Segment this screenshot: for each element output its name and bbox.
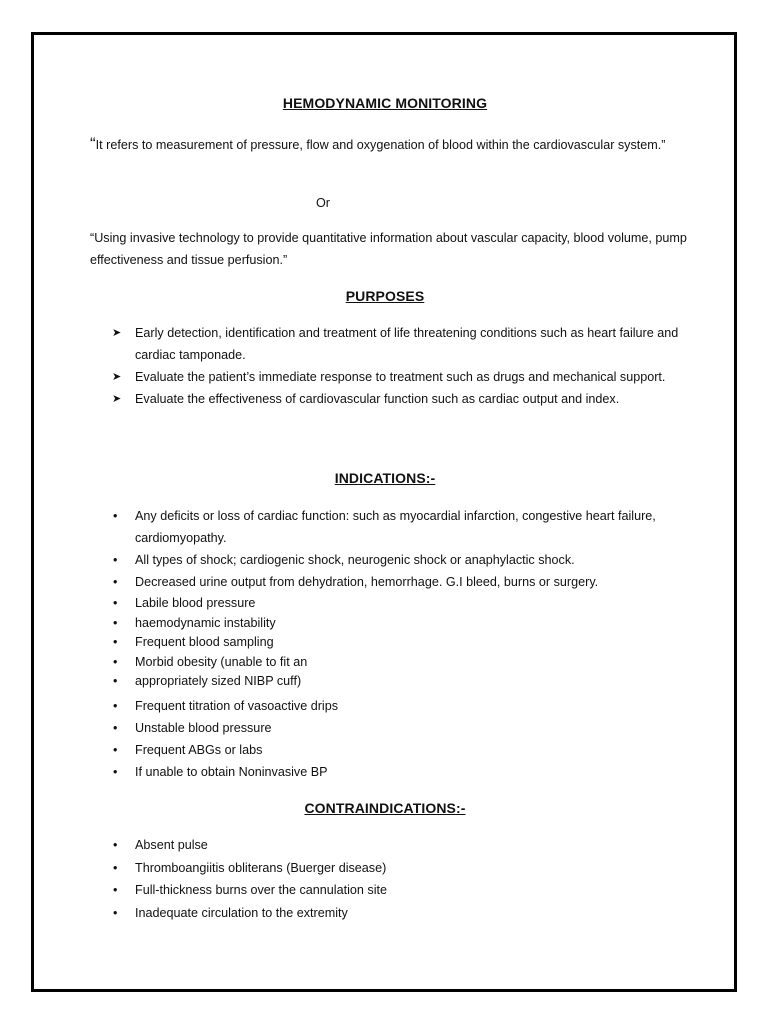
indications-heading: INDICATIONS:- [334, 470, 436, 486]
contraindications-heading: CONTRAINDICATIONS:- [304, 800, 466, 816]
list-item: • Frequent ABGs or labs [90, 739, 690, 761]
list-item: • Decreased urine output from dehydration, hemorrhage. G.I bleed, burns or surgery. [90, 571, 690, 593]
bullet-icon: • [113, 764, 118, 779]
definition-paragraph-1 [90, 133, 690, 156]
bullet-icon: • [113, 553, 118, 567]
bullet-icon: • [113, 742, 118, 757]
list-item: • appropriately sized NIBP cuff) [90, 672, 690, 692]
arrow-bullet-icon: ➤ [112, 371, 122, 383]
bullet-icon: • [113, 698, 118, 713]
bullet-icon: • [113, 509, 118, 523]
list-item: • haemodynamic instability [90, 614, 690, 634]
bullet-icon: • [113, 615, 118, 630]
bullet-icon: • [113, 860, 118, 875]
or-separator: Or [316, 196, 330, 210]
list-item: • Labile blood pressure [90, 594, 690, 614]
purposes-list [90, 322, 690, 410]
bullet-icon: • [113, 883, 118, 897]
bullet-icon: • [113, 674, 118, 688]
bullet-icon: • [113, 575, 118, 589]
arrow-bullet-icon: ➤ [112, 393, 122, 405]
list-item: • Inadequate circulation to the extremity [90, 902, 690, 925]
contraindications-list [90, 834, 690, 924]
list-item: • Full-thickness burns over the cannulation site [90, 879, 690, 902]
definition-paragraph-2: “Using invasive technology to provide quantitative information about vascular capacity, blood volume, pump effectiveness and tissue perfusion.” [90, 231, 687, 267]
list-item: • Any deficits or loss of cardiac function: such as myocardial infarction, congestive heart failure, cardiomyopathy. [90, 505, 690, 549]
page-title: HEMODYNAMIC MONITORING [282, 95, 488, 111]
list-item: • Absent pulse [90, 834, 690, 857]
bullet-icon: • [113, 635, 118, 649]
definition-1-text: It refers to measurement of pressure, flow and oxygenation of blood within the cardiovascular system.” [95, 138, 666, 152]
list-item: • All types of shock; cardiogenic shock, neurogenic shock or anaphylactic shock. [90, 549, 690, 571]
list-item: ➤ Evaluate the patient’s immediate response to treatment such as drugs and mechanical support. [90, 366, 690, 388]
list-item: ➤ Early detection, identification and treatment of life threatening conditions such as heart failure and cardiac tamponade. [90, 322, 690, 366]
list-item: • Thromboangiitis obliterans (Buerger disease) [90, 857, 690, 880]
purposes-heading: PURPOSES [345, 288, 425, 304]
bullet-icon: • [113, 596, 118, 610]
list-item: • Frequent blood sampling [90, 633, 690, 653]
bullet-icon: • [113, 720, 118, 735]
bullet-icon: • [113, 838, 118, 852]
bullet-icon: • [113, 905, 118, 920]
indications-list [90, 505, 690, 783]
list-item: • If unable to obtain Noninvasive BP [90, 761, 690, 783]
bullet-icon: • [113, 654, 118, 669]
arrow-bullet-icon: ➤ [112, 327, 122, 339]
list-item: ➤ Evaluate the effectiveness of cardiovascular function such as cardiac output and index. [90, 388, 690, 410]
list-item: • Morbid obesity (unable to fit an [90, 653, 690, 673]
list-item: • Unstable blood pressure [90, 717, 690, 739]
list-item: • Frequent titration of vasoactive drips [90, 695, 690, 717]
open-quote: “ [90, 134, 96, 153]
